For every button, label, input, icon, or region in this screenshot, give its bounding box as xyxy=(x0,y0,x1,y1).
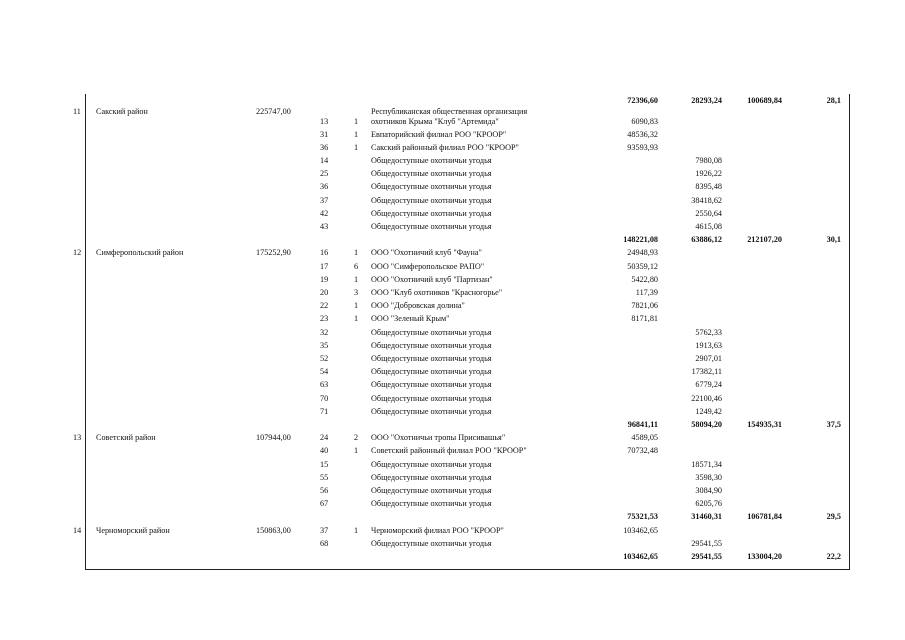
table-row xyxy=(0,220,905,233)
name-cell: Общедоступные охотничьи угодья xyxy=(371,182,492,192)
code-cell: 36 xyxy=(320,142,329,152)
district-name-cell: Симферопольский район xyxy=(96,248,184,258)
total-area-cell: 212107,20 xyxy=(747,235,782,245)
code-cell: 52 xyxy=(320,354,329,364)
name-cell: Общедоступные охотничьи угодья xyxy=(371,459,492,469)
percent-cell: 28,1 xyxy=(826,96,841,105)
table-row xyxy=(0,207,905,220)
code-cell: 37 xyxy=(320,525,329,535)
name-cell: Общедоступные охотничьи угодья xyxy=(371,486,492,496)
count-cell: 1 xyxy=(354,314,359,324)
public-area-cell: 1249,42 xyxy=(695,406,722,416)
code-cell: 63 xyxy=(320,380,329,390)
table-row xyxy=(0,141,905,154)
table-row xyxy=(0,246,905,259)
leased-area-cell: 4589,05 xyxy=(631,433,658,443)
code-cell: 16 xyxy=(320,248,329,258)
name-cell: Республиканская общественная организация xyxy=(371,107,528,117)
totals-row xyxy=(0,550,905,563)
code-cell: 36 xyxy=(320,182,329,192)
name-cell: Сакский районный филиал РОО "КРООР" xyxy=(371,142,519,152)
code-cell: 67 xyxy=(320,499,329,509)
table-row xyxy=(0,180,905,193)
percent-cell: 22,2 xyxy=(826,552,841,562)
total-area-cell: 106781,84 xyxy=(747,512,782,522)
name-cell: ООО "Клуб охотников "Красногорье" xyxy=(371,288,503,298)
leased-area-cell: 50359,12 xyxy=(627,261,658,271)
name-cell: ООО "Симферопольское РАПО" xyxy=(371,261,485,271)
public-area-cell: 3598,30 xyxy=(695,472,722,482)
total-public-cell: 58094,20 xyxy=(691,420,722,430)
name-cell: Советский районный филиал РОО "КРООР" xyxy=(371,446,527,456)
total-leased-cell: 96841,11 xyxy=(627,420,658,430)
table-row xyxy=(0,365,905,378)
leased-area-cell: 103462,65 xyxy=(623,525,658,535)
leased-area-cell: 5422,80 xyxy=(631,274,658,284)
table-row xyxy=(0,128,905,141)
row-number-cell: 13 xyxy=(73,433,82,443)
table-row xyxy=(0,378,905,391)
table-row xyxy=(0,392,905,405)
district-area-cell: 107944,00 xyxy=(256,433,291,443)
name-cell: Общедоступные охотничьи угодья xyxy=(371,406,492,416)
name-cell: Общедоступные охотничьи угодья xyxy=(371,327,492,337)
table-row xyxy=(0,154,905,167)
code-cell: 20 xyxy=(320,288,329,298)
public-area-cell: 29541,55 xyxy=(691,538,722,548)
district-area-cell: 150863,00 xyxy=(256,525,291,535)
table-row xyxy=(0,326,905,339)
district-name-cell: Советский район xyxy=(96,433,156,443)
count-cell: 1 xyxy=(354,248,359,258)
name-cell: Общедоступные охотничьи угодья xyxy=(371,538,492,548)
public-area-cell: 6779,24 xyxy=(695,380,722,390)
code-cell: 13 xyxy=(320,117,329,127)
table-row xyxy=(0,458,905,471)
total-leased-cell: 72396,60 xyxy=(627,96,658,105)
code-cell: 37 xyxy=(320,195,329,205)
table-row xyxy=(0,524,905,537)
leased-area-cell: 48536,32 xyxy=(627,129,658,139)
totals-row xyxy=(0,233,905,246)
name-cell: ООО "Зеленый Крым" xyxy=(371,314,450,324)
total-public-cell: 29541,55 xyxy=(691,552,722,562)
table-row xyxy=(0,471,905,484)
code-cell: 23 xyxy=(320,314,329,324)
row-number-cell: 11 xyxy=(73,107,81,117)
code-cell: 15 xyxy=(320,459,329,469)
public-area-cell: 4615,08 xyxy=(695,222,722,232)
public-area-cell: 8395,48 xyxy=(695,182,722,192)
total-public-cell: 31460,31 xyxy=(691,512,722,522)
leased-area-cell: 7821,06 xyxy=(631,301,658,311)
total-leased-cell: 103462,65 xyxy=(623,552,658,562)
name-cell: ООО "Охотничьи тропы Присивашья" xyxy=(371,433,506,443)
code-cell: 14 xyxy=(320,156,329,166)
percent-cell: 37,5 xyxy=(826,420,841,430)
leased-area-cell: 117,39 xyxy=(635,288,658,298)
code-cell: 31 xyxy=(320,129,329,139)
code-cell: 43 xyxy=(320,222,329,232)
name-cell: Евпаторийский филиал РОО "КРООР" xyxy=(371,129,507,139)
code-cell: 24 xyxy=(320,433,329,443)
district-name-cell: Черноморский район xyxy=(96,525,170,535)
name-cell: ООО "Охотничий клуб "Фауна" xyxy=(371,248,482,258)
total-area-cell: 133004,20 xyxy=(747,552,782,562)
leased-area-cell: 93593,93 xyxy=(627,142,658,152)
leased-area-cell: 6090,83 xyxy=(631,117,658,127)
count-cell: 6 xyxy=(354,261,359,271)
code-cell: 19 xyxy=(320,274,329,284)
name-cell: ООО "Охотничий клуб "Партизан" xyxy=(371,274,493,284)
table-row xyxy=(0,273,905,286)
totals-row xyxy=(0,510,905,523)
table-row xyxy=(0,312,905,325)
public-area-cell: 2907,01 xyxy=(695,354,722,364)
code-cell: 35 xyxy=(320,340,329,350)
table-row xyxy=(0,484,905,497)
table-row xyxy=(0,339,905,352)
total-leased-cell: 75321,53 xyxy=(627,512,658,522)
code-cell: 32 xyxy=(320,327,329,337)
district-area-cell: 175252,90 xyxy=(256,248,291,258)
name-cell: ООО "Добровская долина" xyxy=(371,301,465,311)
total-public-cell: 63886,12 xyxy=(691,235,722,245)
leased-area-cell: 8171,81 xyxy=(631,314,658,324)
row-number-cell: 14 xyxy=(73,525,82,535)
public-area-cell: 17382,11 xyxy=(691,367,722,377)
code-cell: 40 xyxy=(320,446,329,456)
public-area-cell: 6205,76 xyxy=(695,499,722,509)
public-area-cell: 3084,90 xyxy=(695,486,722,496)
public-area-cell: 5762,33 xyxy=(695,327,722,337)
total-area-cell: 100689,84 xyxy=(747,96,782,105)
table-row xyxy=(0,167,905,180)
count-cell: 1 xyxy=(354,274,359,284)
name-cell: Общедоступные охотничьи угодья xyxy=(371,499,492,509)
total-leased-cell: 148221,08 xyxy=(623,235,658,245)
table-row xyxy=(0,497,905,510)
count-cell: 1 xyxy=(354,129,359,139)
name-cell: охотников Крыма "Клуб "Артемида" xyxy=(371,117,499,127)
table-row xyxy=(0,405,905,418)
code-cell: 71 xyxy=(320,406,329,416)
name-cell: Общедоступные охотничьи угодья xyxy=(371,156,492,166)
count-cell: 1 xyxy=(354,117,359,127)
name-cell: Общедоступные охотничьи угодья xyxy=(371,169,492,179)
percent-cell: 30,1 xyxy=(826,235,841,245)
name-cell: Общедоступные охотничьи угодья xyxy=(371,195,492,205)
count-cell: 1 xyxy=(354,525,359,535)
public-area-cell: 38418,62 xyxy=(691,195,722,205)
name-cell: Общедоступные охотничьи угодья xyxy=(371,208,492,218)
public-area-cell: 7980,08 xyxy=(695,156,722,166)
total-public-cell: 28293,24 xyxy=(691,96,722,105)
district-area-cell: 225747,00 xyxy=(256,107,291,117)
code-cell: 22 xyxy=(320,301,329,311)
name-cell: Общедоступные охотничьи угодья xyxy=(371,367,492,377)
leased-area-cell: 70732,48 xyxy=(627,446,658,456)
percent-cell: 29,5 xyxy=(826,512,841,522)
table-row xyxy=(0,286,905,299)
code-cell: 25 xyxy=(320,169,329,179)
code-cell: 42 xyxy=(320,208,329,218)
table-row xyxy=(0,431,905,444)
public-area-cell: 1926,22 xyxy=(695,169,722,179)
count-cell: 2 xyxy=(354,433,359,443)
table-row xyxy=(0,352,905,365)
total-area-cell: 154935,31 xyxy=(747,420,782,430)
name-cell: Черноморский филиал РОО "КРООР" xyxy=(371,525,504,535)
code-cell: 55 xyxy=(320,472,329,482)
row-number-cell: 12 xyxy=(73,248,82,258)
name-cell: Общедоступные охотничьи угодья xyxy=(371,472,492,482)
name-cell: Общедоступные охотничьи угодья xyxy=(371,393,492,403)
count-cell: 3 xyxy=(354,288,359,298)
table-row xyxy=(0,194,905,207)
table-row xyxy=(0,260,905,273)
leased-area-cell: 24948,93 xyxy=(627,248,658,258)
public-area-cell: 1913,63 xyxy=(695,340,722,350)
name-cell: Общедоступные охотничьи угодья xyxy=(371,354,492,364)
name-cell: Общедоступные охотничьи угодья xyxy=(371,222,492,232)
code-cell: 54 xyxy=(320,367,329,377)
code-cell: 68 xyxy=(320,538,329,548)
count-cell: 1 xyxy=(354,446,359,456)
name-cell: Общедоступные охотничьи угодья xyxy=(371,340,492,350)
table-row xyxy=(0,537,905,550)
code-cell: 70 xyxy=(320,393,329,403)
public-area-cell: 22100,46 xyxy=(691,393,722,403)
table-row xyxy=(0,115,905,128)
name-cell: Общедоступные охотничьи угодья xyxy=(371,380,492,390)
code-cell: 17 xyxy=(320,261,329,271)
public-area-cell: 2550,64 xyxy=(695,208,722,218)
table-row xyxy=(0,299,905,312)
code-cell: 56 xyxy=(320,486,329,496)
public-area-cell: 18571,34 xyxy=(691,459,722,469)
count-cell: 1 xyxy=(354,142,359,152)
district-name-cell: Сакский район xyxy=(96,107,148,117)
totals-row xyxy=(0,418,905,431)
table-row xyxy=(0,444,905,457)
count-cell: 1 xyxy=(354,301,359,311)
